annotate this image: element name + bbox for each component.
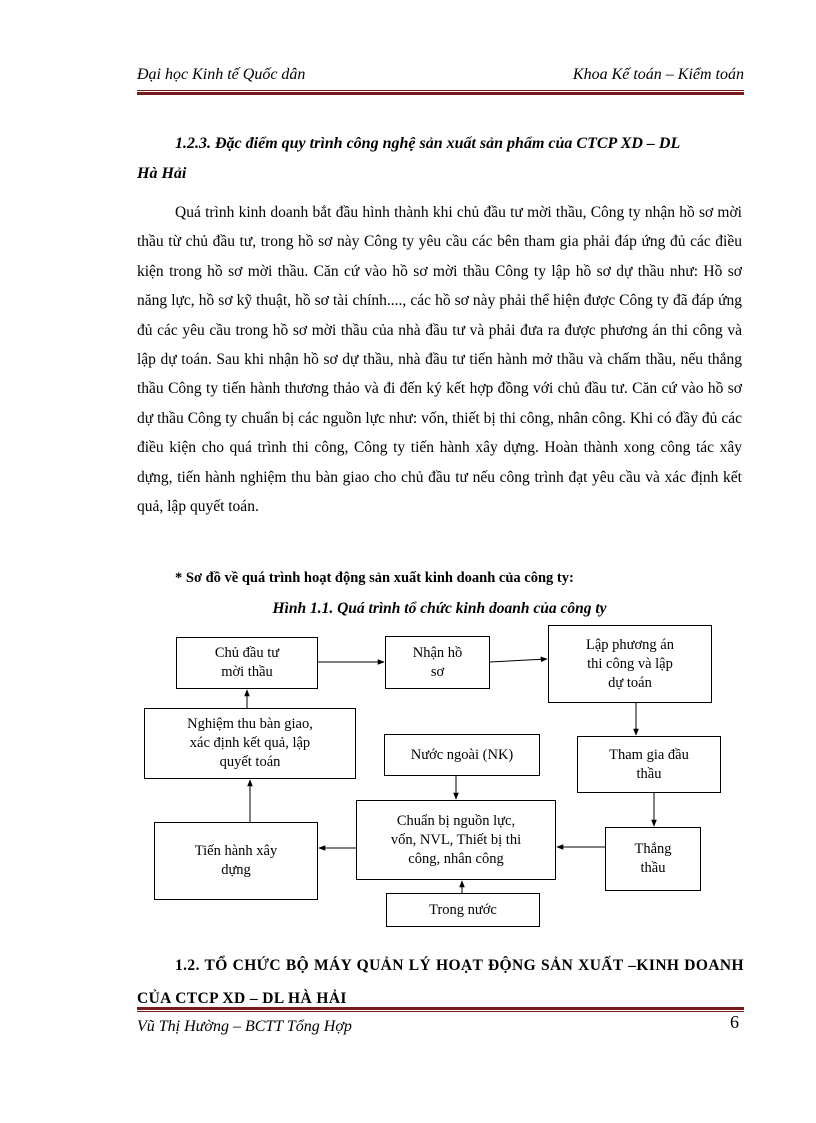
section-title-1-2: 1.2. TỔ CHỨC BỘ MÁY QUẢN LÝ HOẠT ĐỘNG SẢN XUẤT –KINH DOANH CỦA CTCP XD – DL HÀ HẢI: [137, 957, 744, 1007]
box-foreign-source: Nước ngoài (NK): [384, 734, 540, 776]
box-investor-invitation: Chủ đầu tư mời thầu: [176, 637, 318, 689]
figure-title: Hình 1.1. Quá trình tổ chức kinh doanh của công ty: [272, 600, 607, 617]
header-department: Khoa Kế toán – Kiểm toán: [572, 66, 744, 83]
arrow-receive-to-plan: [490, 659, 547, 662]
footer-rule: [137, 1011, 744, 1012]
box-acceptance-settlement: Nghiệm thu bàn giao, xác định kết quả, lập quyết toán: [144, 708, 356, 779]
page-number: 6: [730, 1012, 739, 1032]
box-participate-bid: Tham gia đầu thầu: [577, 736, 721, 793]
box-construction-plan: Lập phương án thi công và lập dự toán: [548, 625, 712, 703]
box-prepare-resources: Chuẩn bị nguồn lực, vốn, NVL, Thiết bị thi công, nhân công: [356, 800, 556, 880]
header-university: Đại học Kinh tế Quốc dân: [137, 66, 306, 83]
box-construction: Tiến hành xây dựng: [154, 822, 318, 900]
box-receive-documents: Nhận hồ sơ: [385, 636, 490, 689]
section-heading-line1: 1.2.3. Đặc điểm quy trình công nghệ sản xuất sản phẩm của CTCP XD – DL: [175, 135, 681, 152]
diagram-intro: * Sơ đồ về quá trình hoạt động sản xuất kinh doanh của công ty:: [175, 570, 574, 586]
box-domestic-source: Trong nước: [386, 893, 540, 927]
footer-rule-thick: [137, 1007, 744, 1010]
footer-author: Vũ Thị Hường – BCTT Tổng Hợp: [137, 1018, 352, 1035]
box-win-bid: Thắng thầu: [605, 827, 701, 891]
section-heading-line2: Hà Hải: [137, 165, 187, 182]
body-paragraph: Quá trình kinh doanh bắt đầu hình thành khi chủ đầu tư mời thầu, Công ty nhận hồ sơ mời thầu từ chủ đầu tư, trong hồ sơ này Công ty yêu cầu các bên tham gia phải đáp ứng đủ các điều kiện trong hồ sơ mời thầu. Căn cứ vào hồ sơ mời thầu Công ty lập hồ sơ dự thầu như: Hồ sơ năng lực, hồ sơ kỹ thuật, hồ sơ tài chính...., các hồ sơ này phải thể hiện được Công ty đã đáp ứng đủ các yêu cầu trong hồ sơ mời thầu của nhà đầu tư và phải đưa ra được phương án thi công và lập dự toán. Sau khi nhận hồ sơ dự thầu, nhà đầu tư tiến hành mở thầu và chấm thầu, nếu thắng thầu Công ty tiến hành thương thảo và đi đến ký kết hợp đồng với chủ đầu tư. Căn cứ vào hồ sơ dự thầu Công ty chuẩn bị các nguồn lực như: vốn, thiết bị thi công, nhân công. Khi có đầy đủ các điều kiện cho quá trình thi công, Công ty tiến hành xây dựng. Hoàn thành xong công tác xây dựng, tiến hành nghiệm thu bàn giao cho chủ đầu tư nếu công trình đạt yêu cầu và xác định kết quả, lập quyết toán.: [137, 204, 742, 516]
